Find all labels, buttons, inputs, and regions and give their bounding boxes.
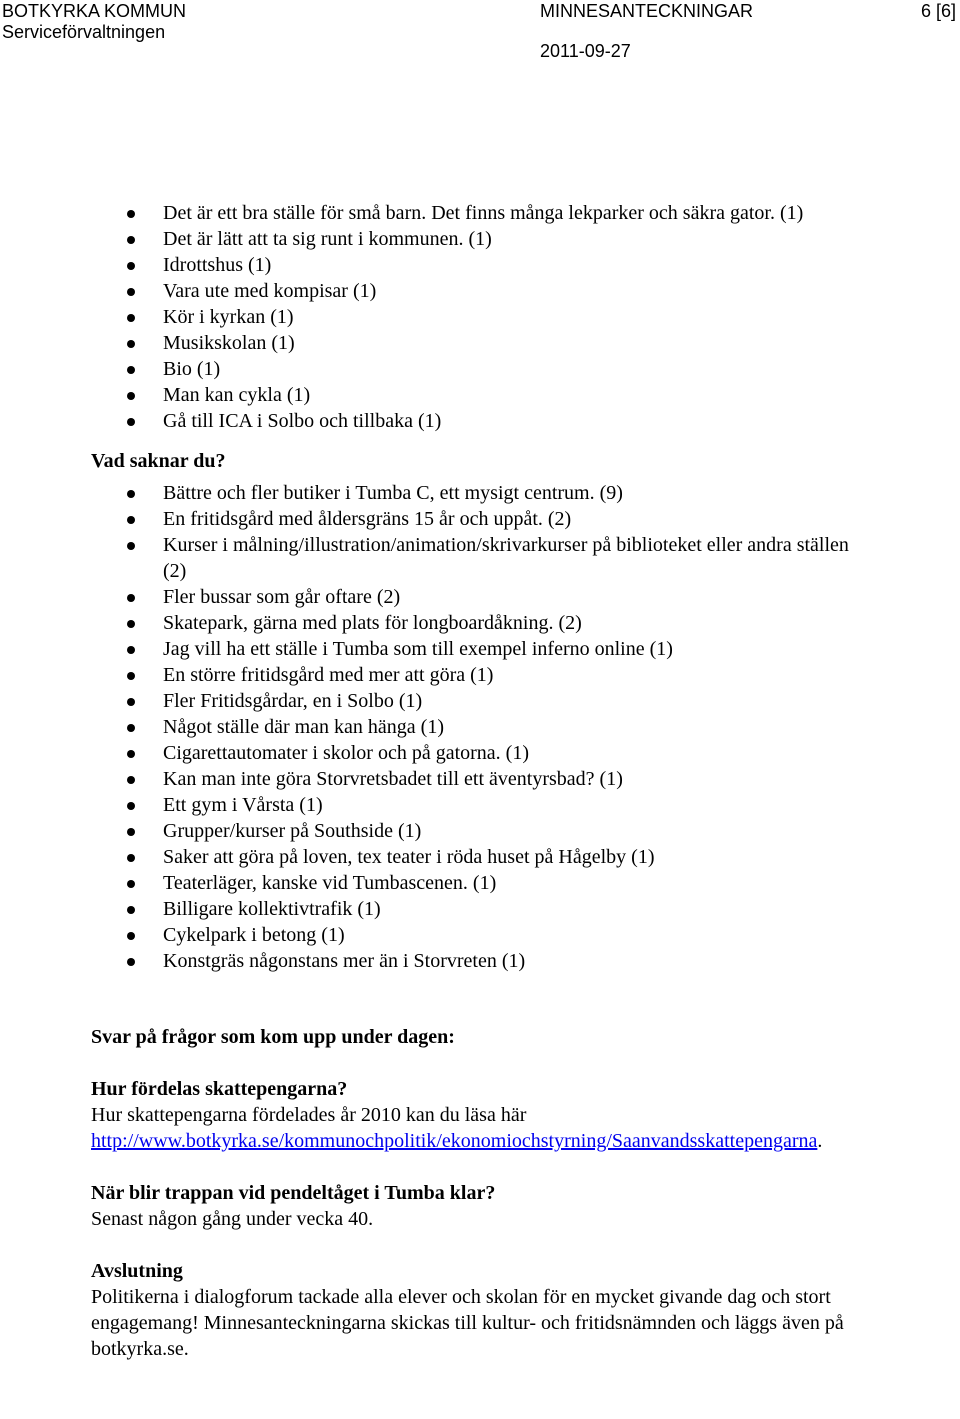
list-item <box>91 766 851 792</box>
answer-text-trappan: Senast någon gång under vecka 40. <box>91 1208 374 1230</box>
list-item-text: Vara ute med kompisar (1) <box>163 280 377 302</box>
section-heading-svar: Svar på frågor som kom upp under dagen: <box>91 1026 455 1048</box>
list-item <box>91 252 851 278</box>
list-item-text: Kör i kyrkan (1) <box>163 306 294 328</box>
list-item <box>91 922 851 948</box>
list-item-text: Fler bussar som går oftare (2) <box>163 586 401 608</box>
document-body <box>91 200 851 1362</box>
section-heading-saknar: Vad saknar du? <box>91 450 226 472</box>
list-item <box>91 688 851 714</box>
spacer <box>91 434 851 448</box>
list-item-text: Det är lätt att ta sig runt i kommunen. (1) <box>163 228 492 250</box>
list-item-text: Saker att göra på loven, tex teater i röda huset på Hågelby (1) <box>163 846 655 868</box>
document-date: 2011-09-27 <box>540 41 631 61</box>
bullet-icon <box>127 906 135 914</box>
skattepengar-link[interactable]: http://www.botkyrka.se/kommunochpolitik/ekonomiochstyrning/Saanvandsskattepengarna <box>91 1130 818 1152</box>
spacer <box>91 1050 851 1076</box>
bullet-icon <box>127 236 135 244</box>
list-item-text: En fritidsgård med åldersgräns 15 år och uppåt. (2) <box>163 508 572 530</box>
list-item <box>91 610 851 636</box>
bullet-icon <box>127 288 135 296</box>
list-item <box>91 844 851 870</box>
bullet-icon <box>127 958 135 966</box>
answer-text-skattepengar: Hur skattepengarna fördelades år 2010 kan du läsa här <box>91 1104 527 1126</box>
list-item <box>91 532 851 584</box>
list-item-text: Bättre och fler butiker i Tumba C, ett mysigt centrum. (9) <box>163 482 623 504</box>
list-item-text: Man kan cykla (1) <box>163 384 311 406</box>
list-item-text: Musikskolan (1) <box>163 332 295 354</box>
list-item-text: Teaterläger, kanske vid Tumbascenen. (1) <box>163 872 497 894</box>
bullet-icon <box>127 724 135 732</box>
page-number: 6 [6] <box>920 1 956 21</box>
question-heading-skattepengar: Hur fördelas skattepengarna? <box>91 1078 348 1100</box>
list-item <box>91 714 851 740</box>
missing-list <box>91 480 851 974</box>
list-item-text: Billigare kollektivtrafik (1) <box>163 898 381 920</box>
avslutning-text: Politikerna i dialogforum tackade alla elever och skolan för en mycket givande dag och stort engagemang! Minnesanteckningarna skickas till kultur- och fritidsnämnden och läggs även på botkyrka.se. <box>91 1286 844 1360</box>
list-item-text: Gå till ICA i Solbo och tillbaka (1) <box>163 410 442 432</box>
link-suffix: . <box>817 1130 823 1152</box>
list-item <box>91 356 851 382</box>
list-item <box>91 304 851 330</box>
list-item <box>91 200 851 226</box>
list-item <box>91 278 851 304</box>
bullet-icon <box>127 776 135 784</box>
bullet-icon <box>127 750 135 758</box>
spacer <box>91 1154 851 1180</box>
list-item-text: Skatepark, gärna med plats för longboardåkning. (2) <box>163 612 582 634</box>
list-item-text: Jag vill ha ett ställe i Tumba som till exempel inferno online (1) <box>163 638 673 660</box>
list-item <box>91 584 851 610</box>
section-heading-avslutning: Avslutning <box>91 1260 183 1282</box>
spacer <box>91 1232 851 1258</box>
list-item-text: Grupper/kurser på Southside (1) <box>163 820 422 842</box>
bullet-icon <box>127 392 135 400</box>
spacer <box>91 974 851 1024</box>
list-item-text: Fler Fritidsgårdar, en i Solbo (1) <box>163 690 423 712</box>
bullet-icon <box>127 698 135 706</box>
organization-name: BOTKYRKA KOMMUN <box>2 1 187 21</box>
positives-list <box>91 200 851 434</box>
list-item-text: Det är ett bra ställe för små barn. Det finns många lekparker och säkra gator. (1) <box>163 202 804 224</box>
page-header <box>0 0 960 70</box>
list-item-text: Kan man inte göra Storvretsbadet till ett äventyrsbad? (1) <box>163 768 623 790</box>
bullet-icon <box>127 672 135 680</box>
bullet-icon <box>127 490 135 498</box>
list-item-text: En större fritidsgård med mer att göra (1) <box>163 664 494 686</box>
list-item <box>91 818 851 844</box>
bullet-icon <box>127 620 135 628</box>
question-heading-trappan: När blir trappan vid pendeltåget i Tumba klar? <box>91 1182 496 1204</box>
list-item <box>91 330 851 356</box>
list-item <box>91 792 851 818</box>
list-item <box>91 740 851 766</box>
bullet-icon <box>127 210 135 218</box>
bullet-icon <box>127 932 135 940</box>
bullet-icon <box>127 880 135 888</box>
bullet-icon <box>127 340 135 348</box>
list-item <box>91 382 851 408</box>
list-item-text: Cigarettautomater i skolor och på gatorna. (1) <box>163 742 529 764</box>
list-item-text: Konstgräs någonstans mer än i Storvreten (1) <box>163 950 526 972</box>
list-item <box>91 870 851 896</box>
department-name: Serviceförvaltningen <box>2 22 166 42</box>
bullet-icon <box>127 646 135 654</box>
bullet-icon <box>127 594 135 602</box>
bullet-icon <box>127 314 135 322</box>
document-type: MINNESANTECKNINGAR <box>540 1 754 21</box>
list-item <box>91 226 851 252</box>
list-item <box>91 480 851 506</box>
list-item <box>91 408 851 434</box>
bullet-icon <box>127 366 135 374</box>
bullet-icon <box>127 262 135 270</box>
bullet-icon <box>127 516 135 524</box>
list-item <box>91 506 851 532</box>
answer-link-paragraph <box>91 1128 851 1154</box>
list-item-text: Kurser i målning/illustration/animation/skrivarkurser på biblioteket eller andra ställen (2) <box>163 534 849 582</box>
list-item <box>91 948 851 974</box>
list-item-text: Ett gym i Vårsta (1) <box>163 794 323 816</box>
list-item <box>91 896 851 922</box>
bullet-icon <box>127 802 135 810</box>
bullet-icon <box>127 542 135 550</box>
bullet-icon <box>127 418 135 426</box>
bullet-icon <box>127 854 135 862</box>
bullet-icon <box>127 828 135 836</box>
list-item-text: Cykelpark i betong (1) <box>163 924 345 946</box>
list-item-text: Bio (1) <box>163 358 221 380</box>
list-item-text: Idrottshus (1) <box>163 254 272 276</box>
list-item <box>91 636 851 662</box>
list-item-text: Något ställe där man kan hänga (1) <box>163 716 445 738</box>
list-item <box>91 662 851 688</box>
